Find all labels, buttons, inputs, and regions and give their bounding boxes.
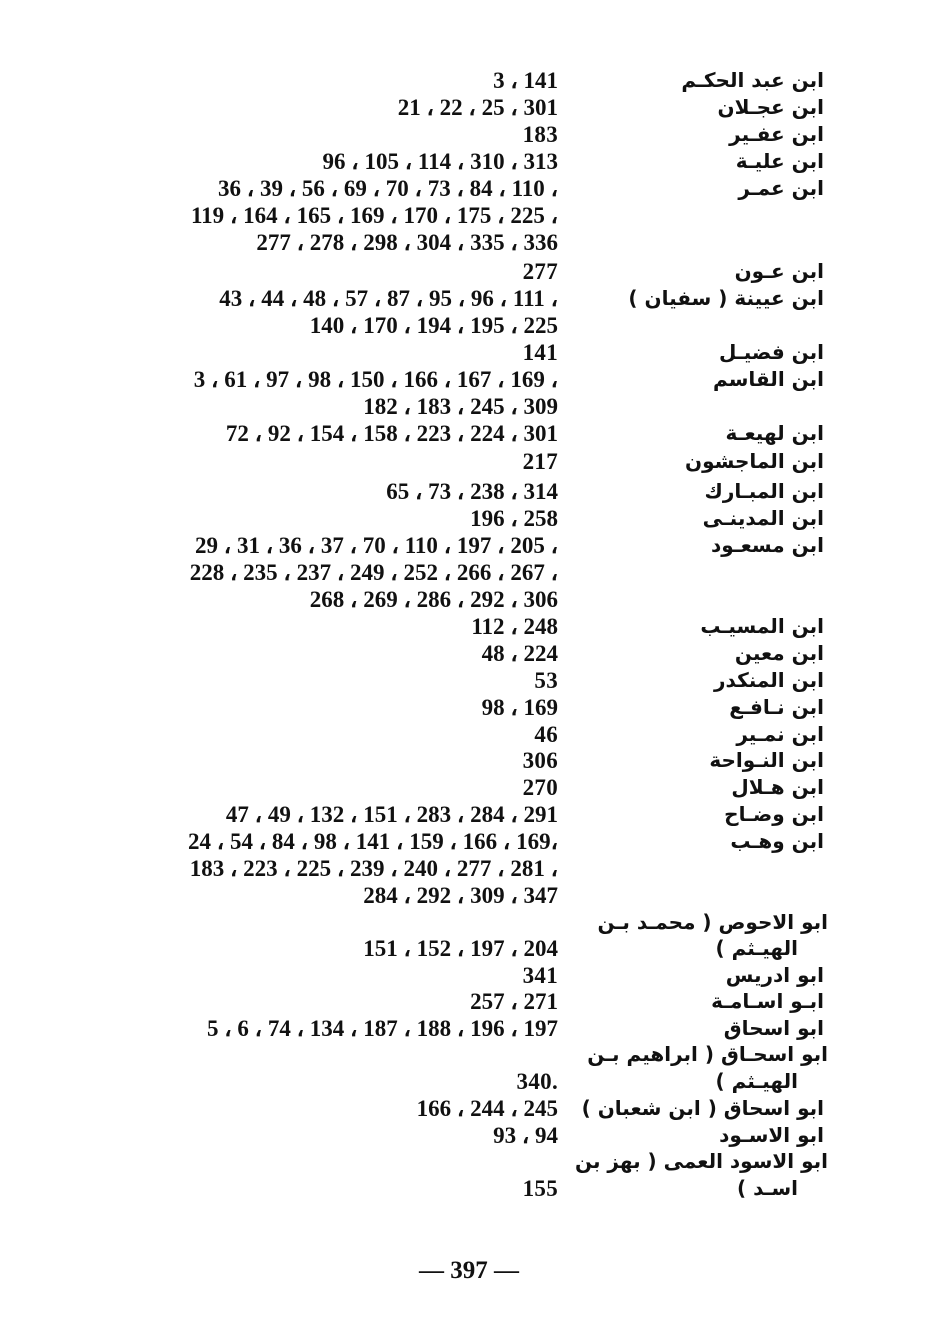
index-name: ابن المسيـب xyxy=(700,614,824,638)
index-line xyxy=(0,1122,938,1149)
index-line xyxy=(0,94,938,121)
index-refs: 270 xyxy=(522,775,558,800)
index-refs: ، 205 ، 197 ، 110 ، 70 ، 37 ، 36 ، 31 ، 29 xyxy=(195,533,558,558)
index-refs: ، 169 ، 167 ، 166 ، 150 ، 98 ، 97 ، 61 ، 3 xyxy=(193,367,558,392)
index-name: ابن النـواحة xyxy=(709,748,824,772)
index-line xyxy=(0,121,938,148)
index-name: ابن عليـة xyxy=(735,149,824,173)
index-line xyxy=(0,148,938,175)
page-number: — 397 — xyxy=(419,1257,519,1284)
index-refs: 46 xyxy=(534,722,558,747)
index-line xyxy=(0,909,938,936)
index-name: ابن عمـر xyxy=(738,176,824,200)
index-name: ابن المنكدر xyxy=(714,668,824,692)
index-line xyxy=(0,988,938,1015)
index-name: ابن عـون xyxy=(734,259,824,283)
index-line xyxy=(0,667,938,694)
index-refs: 313 ، 310 ، 114 ، 105 ، 96 xyxy=(322,149,558,174)
index-line xyxy=(0,285,938,312)
index-line xyxy=(0,312,938,339)
index-line xyxy=(0,393,938,420)
index-name: ابن وضـاح xyxy=(724,802,824,826)
index-name: ابن نمـير xyxy=(736,722,824,746)
index-refs: 314 ، 238 ، 73 ، 65 xyxy=(386,479,558,504)
index-line xyxy=(0,505,938,532)
index-line xyxy=(0,1148,938,1175)
index-refs: 301 ، 224 ، 223 ، 158 ، 154 ، 92 ، 72 xyxy=(225,421,558,446)
index-line xyxy=(0,1015,938,1042)
index-line xyxy=(0,935,938,962)
index-line xyxy=(0,586,938,613)
index-name: ابن عبد الحكـم xyxy=(681,68,824,92)
index-name: ابو الاسـود xyxy=(719,1123,824,1147)
index-refs: 291 ، 284 ، 283 ، 151 ، 132 ، 49 ، 47 xyxy=(225,802,558,827)
index-name: ابو اسحاق xyxy=(723,1016,824,1040)
index-refs: 224 ، 48 xyxy=(481,641,558,666)
index-name: ابن عفـير xyxy=(729,122,824,146)
index-refs: 53 xyxy=(534,668,558,693)
index-line xyxy=(0,1175,938,1202)
index-name: ابن الماجشون xyxy=(685,449,824,473)
index-refs: 336 ، 335 ، 304 ، 298 ، 278 ، 277 xyxy=(256,230,558,255)
index-refs: 258 ، 196 xyxy=(470,506,558,531)
index-name: ابو الاحوص ( محمـد بـن xyxy=(597,910,828,934)
index-name: ابن مسعـود xyxy=(711,533,824,557)
index-refs: 225 ، 195 ، 194 ، 170 ، 140 xyxy=(309,313,558,338)
index-name: ابو ادريس xyxy=(725,963,824,987)
index-refs: ، 225 ، 175 ، 170 ، 169 ، 165 ، 164 ، 119 xyxy=(190,203,558,228)
index-name: ابن لهيعـة xyxy=(725,421,824,445)
index-name: ابن المدينـى xyxy=(702,506,824,530)
index-line xyxy=(0,747,938,774)
index-line xyxy=(0,478,938,505)
index-name: الهيـثم ) xyxy=(715,936,798,960)
index-line xyxy=(0,67,938,94)
index-line xyxy=(0,339,938,366)
index-refs: 169 ، 98 xyxy=(481,695,558,720)
index-refs: ،169 ، 166 ، 159 ، 141 ، 98 ، 84 ، 54 ، 24 xyxy=(188,829,558,854)
index-name: ابن عيينة ( سفيان ) xyxy=(628,286,824,310)
index-line xyxy=(0,366,938,393)
index-name: ابن القاسم xyxy=(713,367,824,391)
index-line xyxy=(0,202,938,229)
index-refs: 197 ، 196 ، 188 ، 187 ، 134 ، 74 ، 6 ، 5 xyxy=(206,1016,558,1041)
index-line xyxy=(0,559,938,586)
index-refs: 271 ، 257 xyxy=(470,989,558,1014)
index-line xyxy=(0,420,938,447)
index-refs: 94 ، 93 xyxy=(493,1123,558,1148)
index-line xyxy=(0,175,938,202)
index-refs: ، 267 ، 266 ، 252 ، 249 ، 237 ، 235 ، 228 xyxy=(189,560,558,585)
index-line xyxy=(0,694,938,721)
index-name: ابو اسحـاق ( ابراهيم بـن xyxy=(587,1042,828,1066)
index-line xyxy=(0,229,938,256)
index-refs: 306 ، 292 ، 286 ، 269 ، 268 xyxy=(309,587,558,612)
index-name: ابـو اسـامـة xyxy=(711,989,824,1013)
index-name: اسـد ) xyxy=(736,1176,798,1200)
index-refs: 217 xyxy=(522,449,558,474)
index-refs: 306 xyxy=(522,748,558,773)
index-refs: ، 111 ، 96 ، 95 ، 87 ، 57 ، 48 ، 44 ، 43 xyxy=(219,286,558,311)
index-line xyxy=(0,448,938,475)
index-line xyxy=(0,1068,938,1095)
index-line xyxy=(0,882,938,909)
index-refs: 248 ، 112 xyxy=(471,614,558,639)
index-refs: ، 110 ، 84 ، 73 ، 70 ، 69 ، 56 ، 39 ، 36 xyxy=(218,176,558,201)
index-name: الهيـثم ) xyxy=(715,1069,798,1093)
index-name: ابن فضيـل xyxy=(719,340,824,364)
index-line xyxy=(0,1095,938,1122)
index-name: ابن نـافـع xyxy=(729,695,824,719)
index-refs: 141 xyxy=(522,340,558,365)
index-name: ابن معين xyxy=(734,641,824,665)
index-line xyxy=(0,258,938,285)
index-line xyxy=(0,532,938,559)
index-refs: 183 xyxy=(522,122,558,147)
index-line xyxy=(0,855,938,882)
index-line xyxy=(0,828,938,855)
index-refs: 347 ، 309 ، 292 ، 284 xyxy=(363,883,558,908)
index-refs: 141 ، 3 xyxy=(493,68,558,93)
index-refs: 277 xyxy=(522,259,558,284)
index-line xyxy=(0,613,938,640)
index-line xyxy=(0,774,938,801)
index-name: ابن وهـب xyxy=(730,829,824,853)
index-line xyxy=(0,640,938,667)
index-line xyxy=(0,721,938,748)
index-refs: 204 ، 197 ، 152 ، 151 xyxy=(363,936,558,961)
index-refs: .340 xyxy=(516,1069,558,1094)
index-line xyxy=(0,962,938,989)
index-line xyxy=(0,1041,938,1068)
index-refs: ، 281 ، 277 ، 240 ، 239 ، 225 ، 223 ، 183 xyxy=(189,856,558,881)
index-refs: 245 ، 244 ، 166 xyxy=(416,1096,558,1121)
index-line xyxy=(0,801,938,828)
index-name: ابو الاسود العمى ( بهز بن xyxy=(574,1149,828,1173)
index-refs: 301 ، 25 ، 22 ، 21 xyxy=(397,95,558,120)
index-refs: 341 xyxy=(522,963,558,988)
index-name: ابن عجـلان xyxy=(717,95,824,119)
index-refs: 309 ، 245 ، 183 ، 182 xyxy=(363,394,558,419)
index-name: ابو اسحاق ( ابن شعبان ) xyxy=(581,1096,824,1120)
index-name: ابن المبـارك xyxy=(704,479,824,503)
index-refs: 155 xyxy=(522,1176,558,1201)
index-name: ابن هـلال xyxy=(731,775,824,799)
